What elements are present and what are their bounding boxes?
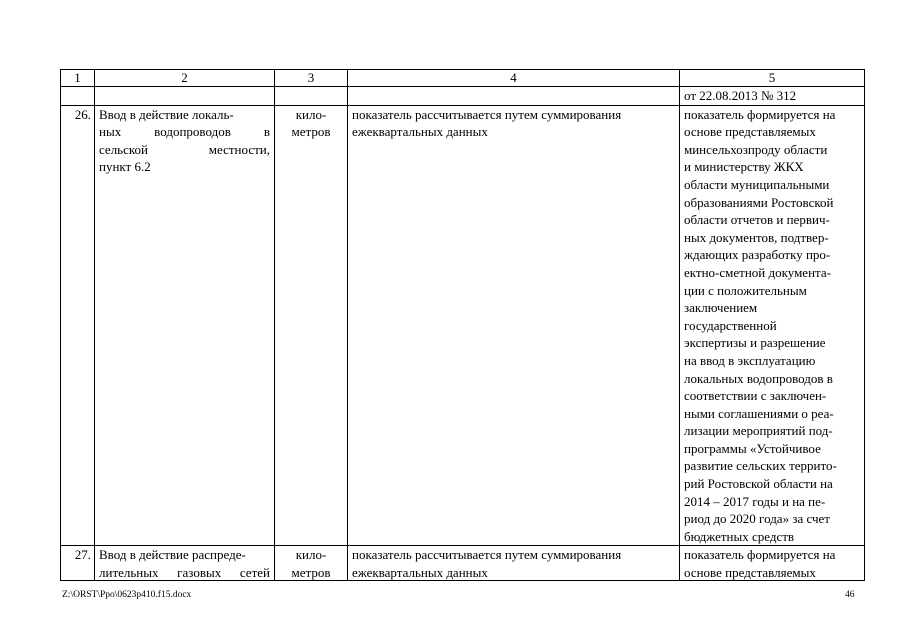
unit-cell xyxy=(275,546,348,581)
unit-line: метров xyxy=(291,565,331,581)
data-source xyxy=(680,546,865,581)
indicator-name-line: лительных газовых сетей xyxy=(99,565,270,581)
header-col-3: 3 xyxy=(275,70,348,87)
indicator-table xyxy=(60,69,865,581)
data-source-line: на ввод в эксплуатацию xyxy=(684,352,816,368)
data-source-line: бюджетных средств xyxy=(684,528,795,544)
continuation-row xyxy=(61,87,865,106)
data-source-line: ными соглашениями о реа- xyxy=(684,405,834,421)
data-source-line: ектно-сметной документа- xyxy=(684,264,831,280)
indicator-name xyxy=(95,546,275,581)
data-source-line: основе представляемых xyxy=(684,565,816,581)
page-number: 46 xyxy=(845,590,855,600)
header-col-2: 2 xyxy=(95,70,275,87)
row-number: 27. xyxy=(61,546,95,581)
data-source-line: экспертизы и разрешение xyxy=(684,335,826,351)
indicator-name xyxy=(95,105,275,546)
indicator-name-line: ных водопроводов в xyxy=(99,124,270,140)
table-row xyxy=(61,105,865,546)
indicator-name-line: сельской местности, xyxy=(99,141,270,157)
calculation-method: показатель рассчитывается путем суммирования ежеквартальных данных xyxy=(348,105,680,546)
indicator-name-line: Ввод в действие распреде- xyxy=(99,547,246,563)
data-source-line: показатель формируется на xyxy=(684,547,836,563)
row-number: 26. xyxy=(61,105,95,546)
data-source-line: основе представляемых xyxy=(684,124,816,140)
unit-cell xyxy=(275,105,348,546)
file-path: Z:\ORST\Ppo\0623p410.f15.docx xyxy=(62,590,192,600)
data-source-line: государственной xyxy=(684,317,777,333)
data-source-line: области отчетов и первич- xyxy=(684,212,830,228)
data-source-line: программы «Устойчивое xyxy=(684,440,821,456)
unit-line: метров xyxy=(291,124,331,140)
calculation-method: показатель рассчитывается путем суммирования ежеквартальных данных xyxy=(348,546,680,581)
header-row xyxy=(61,70,865,87)
data-source-line: 2014 – 2017 годы и на пе- xyxy=(684,493,826,509)
continuation-source: от 22.08.2013 № 312 xyxy=(680,87,865,106)
header-col-5: 5 xyxy=(680,70,865,87)
data-source-line: рий Ростовской области на xyxy=(684,476,833,492)
indicator-name-line: пункт 6.2 xyxy=(99,159,151,175)
data-source-line: развитие сельских террито- xyxy=(684,458,837,474)
data-source-line: локальных водопроводов в xyxy=(684,370,833,386)
header-col-1: 1 xyxy=(61,70,95,87)
data-source-line: показатель формируется на xyxy=(684,106,836,122)
data-source-line: ждающих разработку про- xyxy=(684,247,831,263)
data-source-line: ции с положительным xyxy=(684,282,807,298)
unit-line: кило- xyxy=(295,106,327,122)
header-col-4: 4 xyxy=(348,70,680,87)
data-source-line: области муниципальными xyxy=(684,176,830,192)
indicator-name-line: Ввод в действие локаль- xyxy=(99,106,234,122)
data-source-line: и министерству ЖКХ xyxy=(684,159,804,175)
data-source xyxy=(680,105,865,546)
data-source-line: минсельхозпроду области xyxy=(684,141,828,157)
table-row xyxy=(61,546,865,581)
data-source-line: соответствии с заключен- xyxy=(684,388,827,404)
data-source-line: лизации мероприятий под- xyxy=(684,423,833,439)
data-source-line: образованиями Ростовской xyxy=(684,194,834,210)
data-source-line: ных документов, подтвер- xyxy=(684,229,829,245)
data-source-line: риод до 2020 года» за счет xyxy=(684,511,830,527)
unit-line: кило- xyxy=(295,547,327,563)
data-source-line: заключением xyxy=(684,300,758,316)
